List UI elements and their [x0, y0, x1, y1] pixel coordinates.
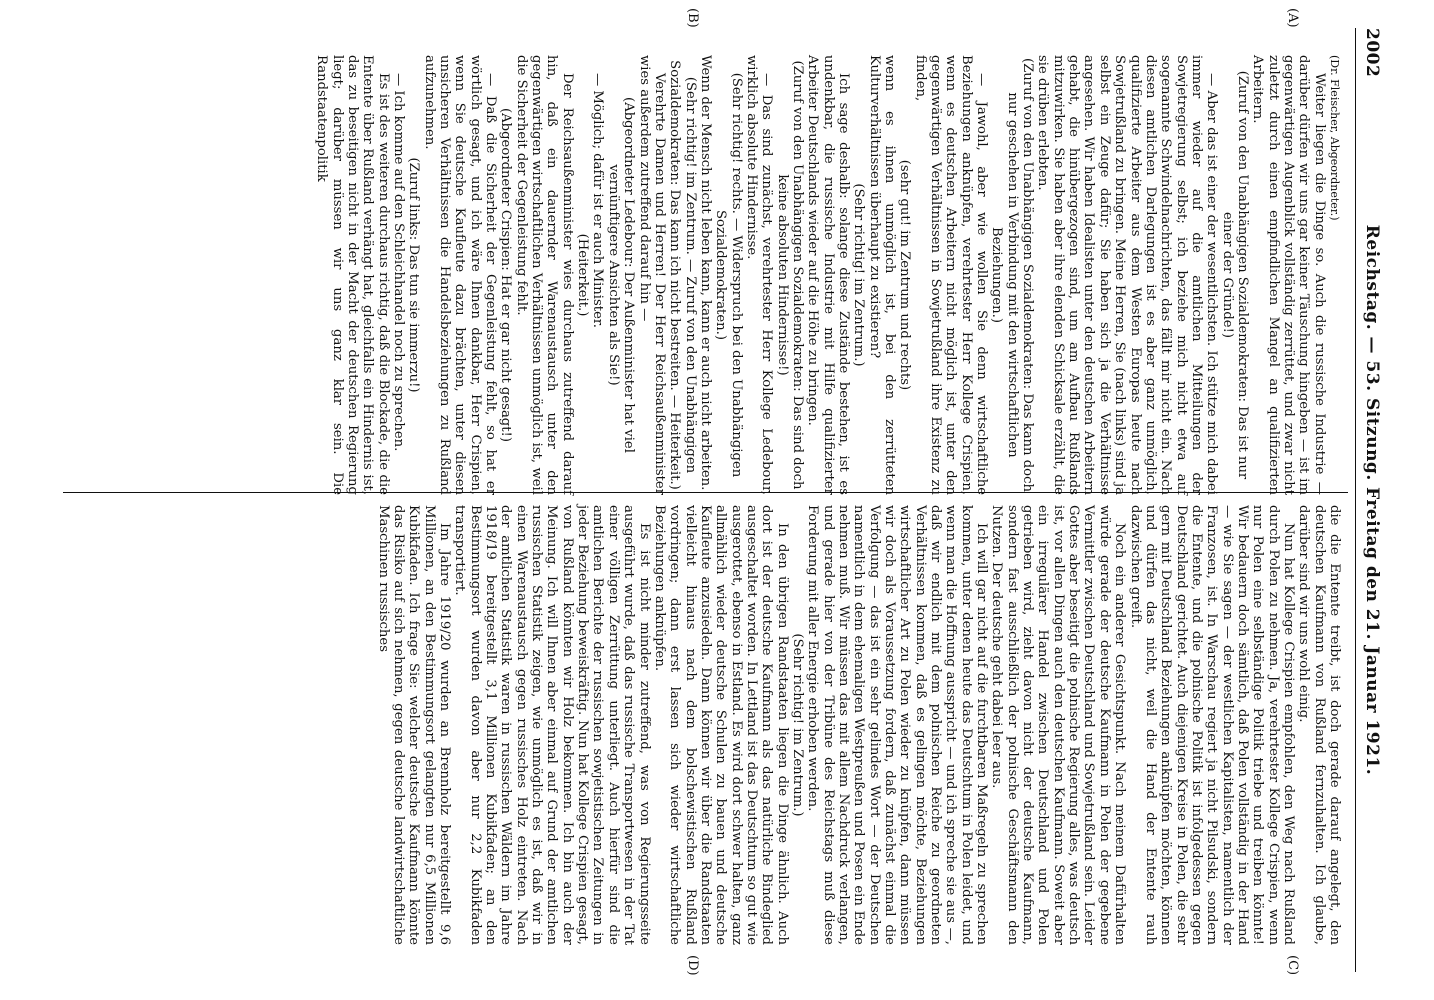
- paragraph: — Ich komme auf den Schleichhandel noch zu sprechen.: [391, 73, 407, 452]
- interjection: (Zuruf von den Unabhängigen Sozialdemokraten: Das sind doch keine absoluten Hindernisse!): [774, 60, 805, 490]
- interjection: (Sehr richtig! rechts. — Widerspruch bei den Unabhängigen Sozialdemokraten.): [713, 72, 744, 478]
- paragraph: Der Reichsaußenminister wies durchaus zutreffend darauf hin, daß ein dauernder Warenaustausch unter den gegenwärtigen wirtschaftlichen Verhältnissen unmöglich ist, weil die Sicherheit der Gegenleistung fehlt.: [513, 55, 575, 495]
- paragraph: Nun hat Kollege Crispien empfohlen, den Weg nach Rußland durch Polen zu nehmen. Ja, verehrtester Kollege Crispien, wenn nur Polen eine selbständige Politik triebe und treiben könnte! Wir bedauern doch sämtlich, daß Polen vollständig in der Hand — wie Sie sagen — der westlichen Kapitalisten, namentlich der Franzosen, ist. In Warschau regiert ja nicht Pilsudski, sondern die Entente, und die polnische Politik ist infolgedessen gegen Deutschland gerichtet. Auch diejenigen Kreise in Polen, die sehr gern mit Deutschland Beziehungen anknüpfen möchten, können und dürfen das nicht, weil die Hand der Entente rauh dazwischen greift.: [1127, 505, 1296, 945]
- column-divider: [63, 492, 1348, 493]
- interjection: (Sehr richtig! im Zentrum.): [851, 183, 867, 367]
- interjection: (Zuruf von den Unabhängigen Sozialdemokraten: Das ist nur einer der Gründe!): [1219, 70, 1250, 480]
- paragraph: Noch ein anderer Gesichtspunkt. Nach meinem Dafürhalten würde gerade der deutsche Kaufmann in Polen der gegebene Vermittler zwischen Deutschland und Sowjetrußland sein. Leider Gottes aber beseitigt die polnische Regierung alles, was deutsch ist, vor allen Dingen auch den deutschen Kaufmann. Soweit aber ein irregulärer Handel zwischen Deutschland und Polen getrieben wird, zieht davon nicht der deutsche Kaufmann, sondern fast ausschließlich der polnische Geschäftsmann den Nutzen. Der deutsche geht dabei leer aus.: [989, 505, 1128, 945]
- paragraph: Ich will gar nicht auf die furchtbaren Maßregeln zu sprechen kommen, unter denen heute das Deutschtum in Polen leidet, und wenn man die Hoffnung ausspricht — und ich spreche sie aus —, daß wir endlich mit dem polnischen Reiche zu geordneten Verhältnissen kommen, daß es gelingen möchte, Beziehungen wirtschaftlicher Art zu Polen wieder zu knüpfen, dann müssen wir doch als Voraussetzung fordern, daß zunächst einmal die Verfolgung — das ist ein sehr gelindes Wort — der Deutschen namentlich in dem ehemaligen Westpreußen und Posen ein Ende nehmen muß. Wir müssen das mit allem Nachdruck verlangen, und gerade hier von der Tribüne des Reichstags muß diese Forderung mit aller Energie erhoben werden.: [805, 505, 990, 945]
- page-header: [1354, 28, 1382, 972]
- interjection: (Heiterkeit.): [575, 233, 591, 317]
- margin-mark-b: (B): [685, 8, 700, 28]
- margin-mark-c: (C): [1285, 955, 1300, 976]
- paragraph: — Jawohl, aber wie wollen Sie denn wirtschaftliche Beziehungen anknüpfen, verehrtester Herr Kollege Crispien, wenn es deutschen Arbeitern nicht möglich ist, unter den gegenwärtigen Verhältnissen in Sowjetrußland ihre Existenz zu finden,: [912, 55, 990, 495]
- paragraph: wenn es ihnen unmöglich ist, bei den zerrütteten Kulturverhältnissen überhaupt zu existieren?: [866, 55, 898, 495]
- page-title: Reichstag. — 53. Sitzung. Freitag den 21. Januar 1921.: [1362, 224, 1382, 776]
- paragraph: — Möglich; dafür ist er auch Minister.: [590, 73, 606, 328]
- paragraph: — Daß die Sicherheit der Gegenleistung fehlt, so hat er wörtlich gesagt, und ich wäre Ihnen dankbar, Herr Crispien, wenn Sie deutsche Kaufleute dazu brächten, unter diesen unsicheren Verhältnissen die Handelsbeziehungen zu Rußland aufzunehmen.: [421, 55, 499, 495]
- paragraph: die die Entente treibt, ist doch gerade darauf angelegt, den deutschen Kaufmann von Rußland fernzuhalten. Ich glaube, darüber sind wir uns wohl einig.: [1296, 505, 1342, 945]
- interjection: (Zuruf links: Das tun sie immerzu!): [406, 157, 422, 393]
- page-number: 2002: [1362, 28, 1382, 78]
- interjection: (Sehr richtig! im Zentrum.): [789, 633, 805, 817]
- paragraph: Verehrte Damen und Herren! Der Herr Reichsaußenminister wies außerdem zutreffend darauf hin —: [636, 55, 667, 495]
- interjection: (sehr gut! im Zentrum und rechts): [897, 159, 913, 391]
- right-text-column: [375, 505, 1342, 945]
- interjection: (Sehr richtig! im Zentrum. — Zuruf von den Unabhängigen Sozialdemokraten: Das kann ich nicht bestreiten. — Heiterkeit.): [667, 60, 698, 490]
- margin-mark-d: (D): [685, 955, 700, 976]
- paragraph: In den übrigen Randstaaten liegen die Dinge ähnlich. Auch dort ist der deutsche Kaufmann als das natürliche Bindeglied ausgeschaltet worden. In Lettland ist das Deutschtum so gut wie ausgerottet, ebenso in Estland. Es wird dort schwer halten, ganz allmählich wieder deutsche Schulen zu bauen und deutsche Kaufleute anzusiedeln. Dann können wir über die Randstaaten vielleicht hinaus nach dem bolschewistischen Rußland vordringen; dann erst lassen sich wieder wirtschaftliche Beziehungen anknüpfen.: [651, 505, 790, 945]
- paragraph: Es ist nicht minder zutreffend, was von Regierungsseite ausgeführt wurde, daß das russische Transportwesen in der Tat einer völligen Zerrüttung unterliegt. Auch hierfür sind die amtlichen Berichte der russischen sowjetistischen Zeitungen in jeder Beziehung beweiskräftig. Nun hat Kollege Crispien gesagt, von Rußland könnten wir Holz bekommen. Ich bin auch der Meinung. Ich will Ihnen aber einmal auf Grund der amtlichen russischen Statistik zeigen, wie unmöglich es ist, daß wir in einen Warenaustausch gegen russisches Holz eintreten. Nach der amtlichen Statistik waren in russischen Wäldern im Jahre 1918/19 bereitgestellt 3,1 Millionen Kubikfaden; an den Bestimmungsort wurden davon aber nur 2,2 Kubikfaden transportiert.: [452, 505, 652, 945]
- interjection: (Zuruf von den Unabhängigen Sozialdemokraten: Das kann doch nur geschehen in Verbindung mit den wirtschaftlichen Beziehungen.): [989, 57, 1036, 492]
- header-rule: [1355, 28, 1356, 972]
- speaker-line: (Dr. Fleischer, Abgeordneter.): [1328, 55, 1341, 221]
- margin-mark-a: (A): [1285, 8, 1300, 28]
- paragraph: Weiter liegen die Dinge so. Auch die russische Industrie — darüber dürfen wir uns gar keiner Täuschung hingeben — ist im gegenwärtigen Augenblick vollständig zerrüttet, und zwar nicht zuletzt durch einen empfindlichen Mangel an qualifizierten Arbeitern.: [1250, 55, 1327, 495]
- interjection: (Abgeordneter Ledebour: Der Außenminister hat viel vernünftigere Ansichten als Sie!): [605, 97, 637, 453]
- paragraph: Ich sage deshalb: solange diese Zustände bestehen, ist es undenkbar, die russische Industrie mit Hilfe qualifizierter Arbeiter Deutschlands wieder auf die Höhe zu bringen.: [805, 55, 851, 495]
- paragraph: — Aber das ist einer der wesentlichsten. Ich stütze mich dabei immer wieder auf die amtlichen Mitteilungen der Sowjetregierung selbst; ich beziehe mich nicht etwa auf sogenannte Schwindelnachrichten, das fällt mir nicht ein. Nach diesen amtlichen Darlegungen ist es aber ganz unmöglich, qualifizierte Arbeiter aus dem Westen Europas heute nach Sowjetrußland zu bringen. Meine Herren, Sie (nach links) sind ja selbst ein Zeuge dafür; Sie haben sich ja die Verhältnisse angesehen. Wir haben Idealisten unter den deutschen Arbeitern gehabt, die hinübergezogen sind, um am Aufbau Rußlands mitzuwirken. Sie haben aber ihre elenden Schicksale erzählt, die sie drüben erlebten.: [1035, 55, 1220, 495]
- paragraph: Wenn der Mensch nicht leben kann, kann er auch nicht arbeiten.: [697, 55, 713, 491]
- paragraph: Im Jahre 1919/20 wurden an Brennholz bereitgestellt 9,6 Millionen, an den Bestimmungsort gelangten nur 6,5 Millionen Kubikfaden. Ich frage Sie: welcher deutsche Kaufmann könnte das Risiko auf sich nehmen, gegen deutsche landwirtschaftliche Maschinen russisches: [375, 505, 453, 945]
- paragraph: — Das sind zunächst, verehrtester Herr Kollege Ledebour, wirklich absolute Hindernisse.: [743, 55, 775, 495]
- interjection: (Abgeordneter Crispien: Hat er gar nicht gesagt!): [498, 107, 514, 442]
- paragraph: Es ist des weiteren durchaus richtig, daß die Blockade, die die Entente über Rußland verhängt hat, gleichfalls ein Hindernis ist, das zu beseitigen nicht in der Macht der deutschen Regierung liegt; darüber müssen wir uns ganz klar sein. Die Randstaatenpolitik: [314, 55, 391, 495]
- left-text-column: [314, 55, 1342, 495]
